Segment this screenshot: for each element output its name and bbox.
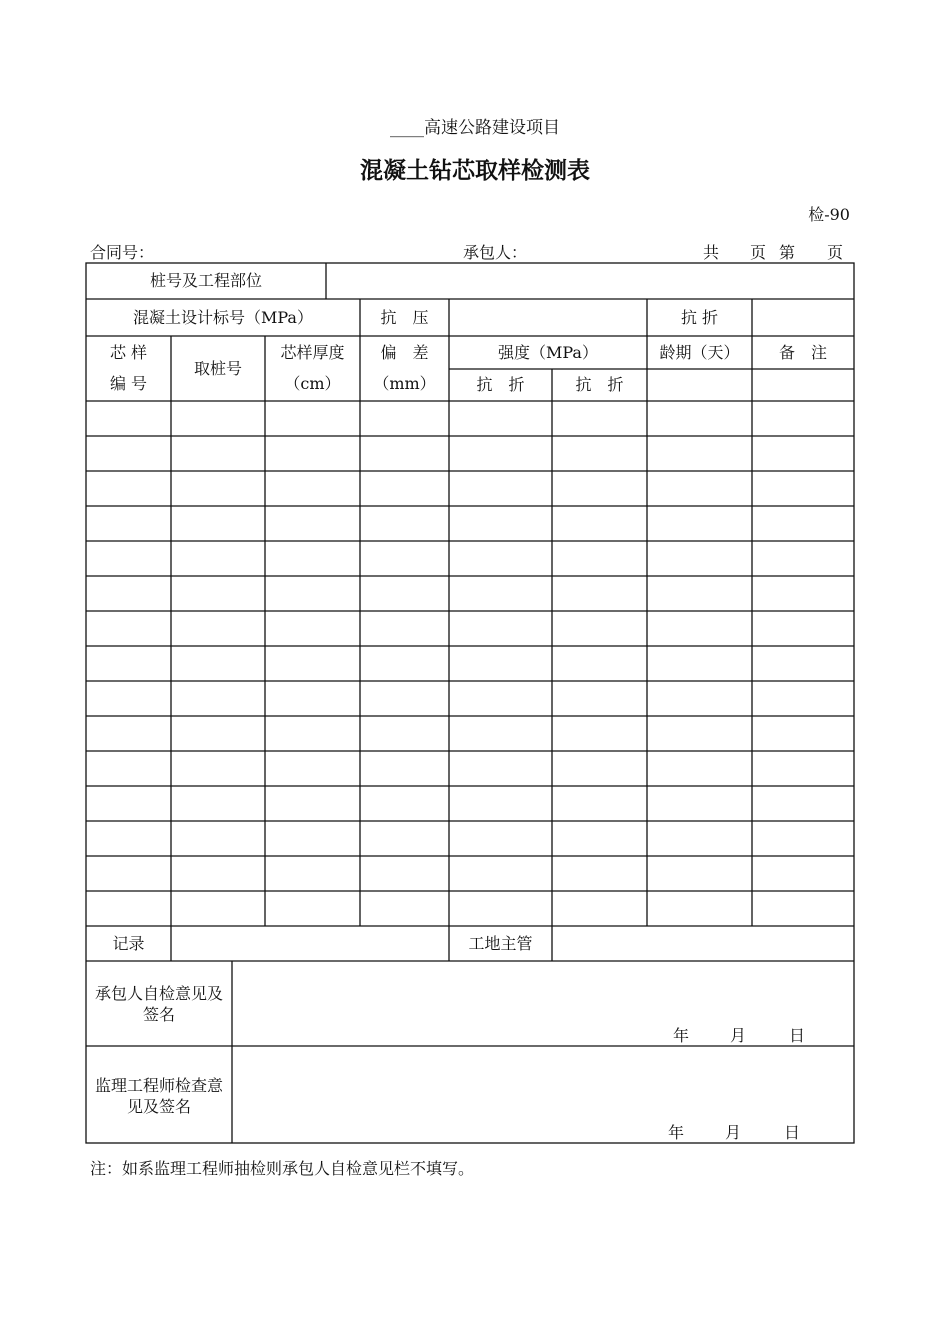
data-cell[interactable] xyxy=(171,436,265,471)
data-cell[interactable] xyxy=(552,646,647,681)
data-cell[interactable] xyxy=(552,576,647,611)
data-cell[interactable] xyxy=(647,821,752,856)
data-cell[interactable] xyxy=(647,576,752,611)
data-cell[interactable] xyxy=(171,751,265,786)
col-station: 取桩号 xyxy=(193,358,242,378)
data-cell[interactable] xyxy=(360,681,449,716)
col-thickness-line2: （cm） xyxy=(284,374,341,394)
data-cell[interactable] xyxy=(449,576,552,611)
data-cell[interactable] xyxy=(86,541,171,576)
supervisor-opinion-value[interactable] xyxy=(232,1046,854,1143)
data-cell[interactable] xyxy=(449,786,552,821)
data-cell[interactable] xyxy=(86,681,171,716)
col-strength-sub2: 抗 折 xyxy=(575,375,624,395)
data-cell[interactable] xyxy=(265,611,360,646)
data-cell[interactable] xyxy=(171,471,265,506)
data-cell[interactable] xyxy=(171,821,265,856)
col-thickness-line1: 芯样厚度 xyxy=(280,343,345,363)
contract-label: 合同号： xyxy=(90,243,155,262)
data-cell[interactable] xyxy=(265,751,360,786)
col-deviation-line1: 偏 差 xyxy=(380,343,429,363)
data-cell[interactable] xyxy=(752,716,854,751)
data-cell[interactable] xyxy=(86,751,171,786)
page-label-2: 页 xyxy=(827,243,844,262)
supervisor-date-day: 日 xyxy=(784,1123,801,1142)
contractor-date-day: 日 xyxy=(789,1026,806,1045)
station-value[interactable] xyxy=(326,263,854,299)
compressive-value[interactable] xyxy=(449,299,647,336)
data-cell[interactable] xyxy=(552,436,647,471)
data-cell[interactable] xyxy=(552,891,647,926)
data-cell[interactable] xyxy=(86,646,171,681)
data-cell[interactable] xyxy=(752,751,854,786)
data-cell[interactable] xyxy=(449,401,552,436)
data-cell[interactable] xyxy=(647,856,752,891)
supervisor-date-month: 月 xyxy=(725,1123,742,1142)
data-cell[interactable] xyxy=(647,506,752,541)
data-cell[interactable] xyxy=(265,576,360,611)
data-cell[interactable] xyxy=(552,716,647,751)
data-cell[interactable] xyxy=(449,681,552,716)
total-label: 共 xyxy=(703,243,720,262)
col-strength-sub1: 抗 折 xyxy=(476,375,525,395)
data-cell[interactable] xyxy=(360,471,449,506)
project-line: ____高速公路建设项目 xyxy=(390,118,560,138)
data-cell[interactable] xyxy=(552,541,647,576)
data-cell[interactable] xyxy=(171,716,265,751)
data-cell[interactable] xyxy=(552,751,647,786)
data-cell[interactable] xyxy=(360,716,449,751)
data-cell[interactable] xyxy=(265,681,360,716)
data-cell[interactable] xyxy=(752,891,854,926)
data-cell[interactable] xyxy=(752,786,854,821)
col-strength: 强度（MPa） xyxy=(498,342,598,362)
contractor-opinion-label: 承包人自检意见及签名 xyxy=(94,984,223,1024)
data-cell[interactable] xyxy=(86,576,171,611)
col-deviation-line2: （mm） xyxy=(373,374,436,394)
data-cell[interactable] xyxy=(449,821,552,856)
data-cell[interactable] xyxy=(552,471,647,506)
data-cell[interactable] xyxy=(360,401,449,436)
data-cell[interactable] xyxy=(265,856,360,891)
data-cell[interactable] xyxy=(552,506,647,541)
data-cell[interactable] xyxy=(171,506,265,541)
col-remarks: 备 注 xyxy=(778,342,827,362)
data-cell[interactable] xyxy=(360,646,449,681)
data-cell[interactable] xyxy=(752,681,854,716)
page-of-label: 第 xyxy=(779,243,796,262)
data-cell[interactable] xyxy=(86,821,171,856)
data-cell[interactable] xyxy=(552,786,647,821)
data-cell[interactable] xyxy=(449,506,552,541)
data-cell[interactable] xyxy=(552,681,647,716)
data-cell[interactable] xyxy=(86,856,171,891)
data-cell[interactable] xyxy=(449,716,552,751)
data-cell[interactable] xyxy=(752,436,854,471)
data-cell[interactable] xyxy=(360,436,449,471)
data-cell[interactable] xyxy=(360,856,449,891)
page-title: 混凝土钻芯取样检测表 xyxy=(360,158,590,184)
data-cell[interactable] xyxy=(449,856,552,891)
data-cell[interactable] xyxy=(265,401,360,436)
data-cell[interactable] xyxy=(647,646,752,681)
data-cell[interactable] xyxy=(752,576,854,611)
data-cell[interactable] xyxy=(752,541,854,576)
data-cell[interactable] xyxy=(552,611,647,646)
contractor-label: 承包人： xyxy=(463,243,528,262)
contractor-date-month: 月 xyxy=(730,1026,747,1045)
data-cell[interactable] xyxy=(449,646,552,681)
data-cell[interactable] xyxy=(360,506,449,541)
page-label: 页 xyxy=(750,243,767,262)
data-cell[interactable] xyxy=(265,891,360,926)
data-cell[interactable] xyxy=(360,891,449,926)
site-manager-label: 工地主管 xyxy=(468,933,533,953)
data-cell[interactable] xyxy=(265,821,360,856)
data-cell[interactable] xyxy=(171,541,265,576)
data-cell[interactable] xyxy=(360,786,449,821)
data-cell[interactable] xyxy=(752,401,854,436)
data-cell[interactable] xyxy=(360,541,449,576)
data-cell[interactable] xyxy=(752,611,854,646)
data-cell[interactable] xyxy=(171,576,265,611)
data-cell[interactable] xyxy=(265,786,360,821)
data-cell[interactable] xyxy=(647,681,752,716)
data-cell[interactable] xyxy=(265,471,360,506)
data-cell[interactable] xyxy=(86,436,171,471)
data-cell[interactable] xyxy=(647,891,752,926)
col-core-no-line1: 芯 样 xyxy=(109,343,148,363)
data-cell[interactable] xyxy=(171,646,265,681)
design-grade-label: 混凝土设计标号（MPa） xyxy=(133,307,313,327)
data-cell[interactable] xyxy=(171,401,265,436)
site-manager-value[interactable] xyxy=(552,926,854,961)
flexural-label: 抗 折 xyxy=(680,307,719,327)
data-cell[interactable] xyxy=(86,471,171,506)
data-cell[interactable] xyxy=(647,716,752,751)
supervisor-opinion-label: 监理工程师检查意见及签名 xyxy=(94,1076,223,1116)
data-cell[interactable] xyxy=(265,716,360,751)
flexural-value[interactable] xyxy=(752,299,854,336)
data-cell[interactable] xyxy=(449,611,552,646)
data-cell[interactable] xyxy=(360,576,449,611)
form-number: 检-90 xyxy=(808,205,850,224)
data-cell[interactable] xyxy=(449,471,552,506)
data-cell[interactable] xyxy=(360,611,449,646)
data-cell[interactable] xyxy=(752,856,854,891)
data-cell[interactable] xyxy=(552,856,647,891)
data-cell[interactable] xyxy=(752,506,854,541)
data-cell[interactable] xyxy=(449,541,552,576)
data-cell[interactable] xyxy=(552,821,647,856)
data-cell[interactable] xyxy=(647,471,752,506)
supervisor-date-year: 年 xyxy=(668,1123,685,1142)
data-cell[interactable] xyxy=(449,436,552,471)
data-cell[interactable] xyxy=(449,891,552,926)
data-cell[interactable] xyxy=(552,401,647,436)
station-label: 桩号及工程部位 xyxy=(149,271,262,291)
contractor-date-year: 年 xyxy=(673,1026,690,1045)
data-cell[interactable] xyxy=(86,401,171,436)
data-cell[interactable] xyxy=(647,611,752,646)
data-cell[interactable] xyxy=(86,611,171,646)
data-cell[interactable] xyxy=(86,716,171,751)
data-cell[interactable] xyxy=(265,436,360,471)
contractor-opinion-value[interactable] xyxy=(232,961,854,1046)
data-cell[interactable] xyxy=(752,471,854,506)
data-cell[interactable] xyxy=(171,891,265,926)
data-cell[interactable] xyxy=(647,751,752,786)
data-cell[interactable] xyxy=(449,751,552,786)
data-cell[interactable] xyxy=(647,786,752,821)
col-core-no-line2: 编 号 xyxy=(109,374,148,394)
data-cell[interactable] xyxy=(171,786,265,821)
data-cell[interactable] xyxy=(86,891,171,926)
data-cell[interactable] xyxy=(265,646,360,681)
record-label: 记录 xyxy=(112,933,145,953)
record-value[interactable] xyxy=(171,926,449,961)
data-cell[interactable] xyxy=(171,681,265,716)
data-cell[interactable] xyxy=(265,541,360,576)
data-cell[interactable] xyxy=(360,751,449,786)
data-cell[interactable] xyxy=(360,821,449,856)
data-cell[interactable] xyxy=(647,541,752,576)
data-cell[interactable] xyxy=(647,401,752,436)
data-cell[interactable] xyxy=(86,786,171,821)
data-cell[interactable] xyxy=(647,436,752,471)
data-cell[interactable] xyxy=(752,821,854,856)
data-cell[interactable] xyxy=(171,856,265,891)
col-age: 龄期（天） xyxy=(659,342,740,362)
data-cell[interactable] xyxy=(265,506,360,541)
footnote: 注：如系监理工程师抽检则承包人自检意见栏不填写。 xyxy=(90,1159,475,1178)
compressive-label: 抗 压 xyxy=(380,307,429,327)
data-cell[interactable] xyxy=(86,506,171,541)
data-cell[interactable] xyxy=(752,646,854,681)
data-cell[interactable] xyxy=(171,611,265,646)
